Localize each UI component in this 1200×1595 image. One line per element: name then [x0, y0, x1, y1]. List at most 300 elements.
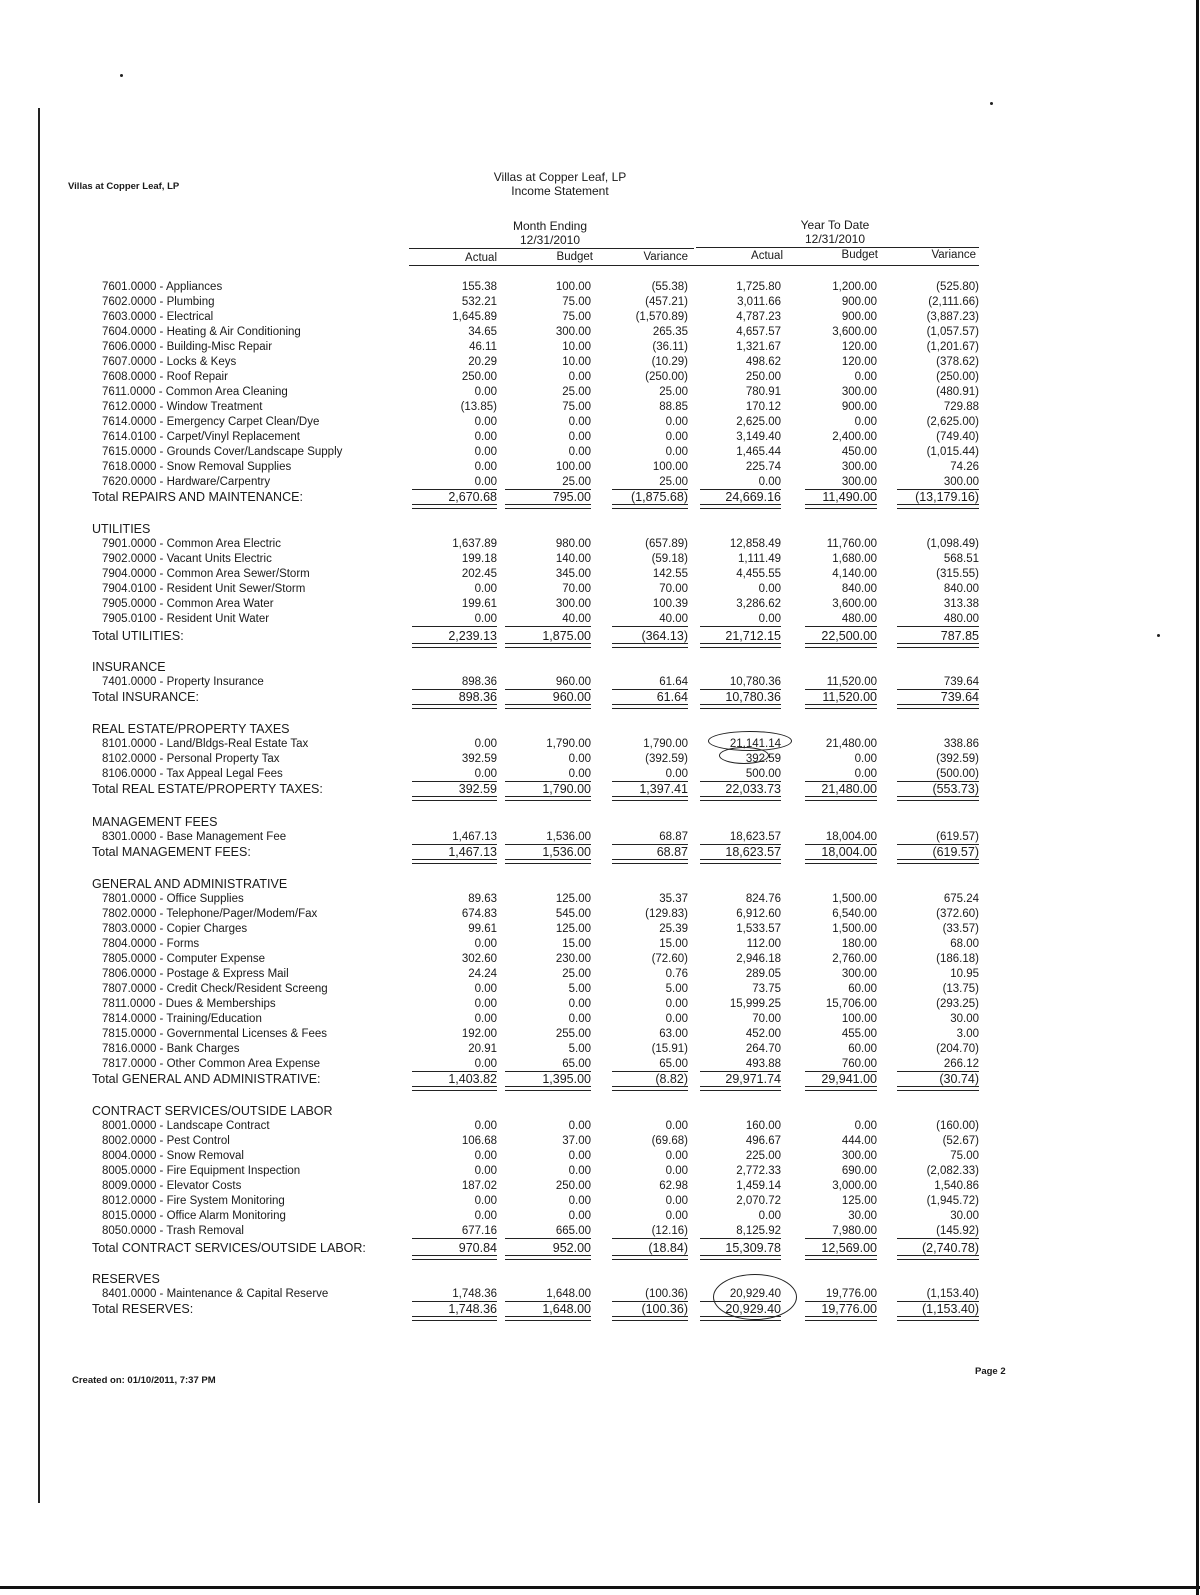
account-label: Total INSURANCE: — [92, 690, 199, 704]
table-row — [0, 1012, 1200, 1027]
table-row — [0, 295, 1200, 310]
amount-cell: 0.00 — [758, 1210, 781, 1222]
amount-cell: 729.88 — [943, 401, 979, 413]
amount-cell: 10.00 — [562, 341, 591, 353]
amount-cell: 0.00 — [568, 1165, 591, 1177]
total-double-rule — [897, 504, 979, 509]
amount-cell: 20,929.40 — [725, 1302, 781, 1316]
amount-cell: 0.00 — [568, 416, 591, 428]
total-double-rule — [805, 1086, 877, 1091]
amount-cell: 12,858.49 — [729, 538, 781, 550]
amount-cell: 75.00 — [950, 1150, 979, 1162]
amount-cell: (1,875.68) — [631, 490, 688, 504]
amount-cell: 1,680.00 — [832, 553, 877, 565]
amount-cell: 24,669.16 — [725, 490, 781, 504]
total-double-rule — [700, 504, 781, 509]
amount-cell: 112.00 — [746, 938, 781, 950]
amount-cell: 480.00 — [943, 613, 979, 625]
amount-cell: 1,111.49 — [737, 553, 781, 565]
table-row — [0, 597, 1200, 612]
account-label: 7904.0000 - Common Area Sewer/Storm — [102, 568, 310, 580]
amount-cell: 313.38 — [943, 598, 979, 610]
total-double-rule — [805, 1255, 877, 1260]
amount-cell: 20.91 — [468, 1043, 497, 1055]
amount-cell: 15,999.25 — [729, 998, 781, 1010]
amount-cell: 250.00 — [745, 371, 781, 383]
section-heading — [0, 522, 1200, 537]
amount-cell: 1,790.00 — [546, 738, 591, 750]
amount-cell: 970.84 — [458, 1241, 497, 1255]
amount-cell: 480.00 — [841, 613, 877, 625]
total-row — [0, 490, 1200, 505]
amount-cell: 202.45 — [461, 568, 497, 580]
col-month-actual: Actual — [465, 252, 497, 264]
amount-cell: 1,467.13 — [448, 845, 497, 859]
table-row — [0, 1149, 1200, 1164]
amount-cell: 3,011.66 — [737, 296, 781, 308]
amount-cell: 20.29 — [468, 356, 497, 368]
amount-cell: 0.00 — [568, 1150, 591, 1162]
amount-cell: 0.00 — [474, 431, 497, 443]
table-row — [0, 1057, 1200, 1072]
amount-cell: 225.00 — [745, 1150, 781, 1162]
total-double-rule — [700, 1086, 781, 1091]
amount-cell: 675.24 — [943, 893, 979, 905]
amount-cell: 0.00 — [474, 738, 497, 750]
account-label: 7902.0000 - Vacant Units Electric — [102, 553, 272, 565]
account-label: 8015.0000 - Office Alarm Monitoring — [102, 1210, 286, 1222]
amount-cell: 4,455.55 — [736, 568, 781, 580]
amount-cell: 7,980.00 — [832, 1225, 877, 1237]
total-double-rule — [897, 1255, 979, 1260]
table-row — [0, 1134, 1200, 1149]
total-double-rule — [412, 504, 497, 509]
amount-cell: 255.00 — [555, 1028, 591, 1040]
subtotal-rule — [805, 1238, 877, 1239]
year-to-date-header — [775, 218, 895, 246]
section-heading — [0, 1104, 1200, 1119]
account-label: 8004.0000 - Snow Removal — [102, 1150, 244, 1162]
table-row — [0, 537, 1200, 552]
account-label: 7815.0000 - Governmental Licenses & Fees — [102, 1028, 328, 1040]
amount-cell: 1,500.00 — [832, 893, 877, 905]
total-double-rule — [505, 643, 591, 648]
amount-cell: 1,536.00 — [542, 845, 591, 859]
amount-cell: 61.64 — [656, 690, 688, 704]
amount-cell: 0.00 — [854, 753, 877, 765]
amount-cell: 345.00 — [555, 568, 591, 580]
section-heading — [0, 722, 1200, 737]
table-row — [0, 385, 1200, 400]
amount-cell: (480.91) — [936, 386, 979, 398]
account-label: 7618.0000 - Snow Removal Supplies — [102, 461, 292, 473]
account-label: 8050.0000 - Trash Removal — [102, 1225, 244, 1237]
amount-cell: 21,141.14 — [729, 738, 781, 750]
amount-cell: 392.59 — [458, 782, 497, 796]
amount-cell: 0.00 — [474, 1165, 497, 1177]
amount-cell: (13.75) — [942, 983, 979, 995]
total-double-rule — [897, 704, 979, 709]
section-label: GENERAL AND ADMINISTRATIVE — [92, 877, 288, 891]
amount-cell: 21,480.00 — [825, 738, 877, 750]
account-label: 7620.0000 - Hardware/Carpentry — [102, 476, 271, 488]
account-label: 8001.0000 - Landscape Contract — [102, 1120, 270, 1132]
amount-cell: 1,637.89 — [452, 538, 497, 550]
scan-speck — [990, 102, 993, 105]
amount-cell: 18,623.57 — [725, 845, 781, 859]
amount-cell: 300.00 — [841, 461, 877, 473]
amount-cell: (372.60) — [936, 908, 979, 920]
table-row — [0, 907, 1200, 922]
amount-cell: 0.00 — [474, 1150, 497, 1162]
amount-cell: 264.70 — [745, 1043, 781, 1055]
amount-cell: 99.61 — [468, 923, 497, 935]
page-number: Page 2 — [975, 1366, 1006, 1377]
total-double-rule — [505, 704, 591, 709]
subtotal-rule — [897, 626, 979, 627]
amount-cell: 739.64 — [943, 676, 979, 688]
amount-cell: 338.86 — [943, 738, 979, 750]
amount-cell: 960.00 — [555, 676, 591, 688]
total-double-rule — [612, 1316, 688, 1321]
amount-cell: 0.00 — [474, 461, 497, 473]
amount-cell: (13.85) — [460, 401, 497, 413]
amount-cell: 450.00 — [841, 446, 877, 458]
amount-cell: 29,941.00 — [821, 1072, 877, 1086]
total-double-rule — [505, 1086, 591, 1091]
amount-cell: 265.35 — [652, 326, 688, 338]
total-double-rule — [612, 643, 688, 648]
amount-cell: 1,648.00 — [542, 1302, 591, 1316]
amount-cell: (392.59) — [936, 753, 979, 765]
amount-cell: 0.00 — [665, 1195, 688, 1207]
account-label: 7607.0000 - Locks & Keys — [102, 356, 237, 368]
amount-cell: (1,153.40) — [926, 1288, 979, 1300]
amount-cell: (12.16) — [651, 1225, 688, 1237]
account-label: 7901.0000 - Common Area Electric — [102, 538, 281, 550]
subtotal-rule — [412, 1238, 497, 1239]
amount-cell: 155.38 — [461, 281, 497, 293]
amount-cell: 11,760.00 — [826, 538, 877, 550]
amount-cell: (69.68) — [651, 1135, 688, 1147]
amount-cell: 455.00 — [841, 1028, 877, 1040]
amount-cell: 100.39 — [652, 598, 688, 610]
amount-cell: 18,004.00 — [821, 845, 877, 859]
amount-cell: (378.62) — [936, 356, 979, 368]
account-label: 7603.0000 - Electrical — [102, 311, 214, 323]
amount-cell: 300.00 — [841, 968, 877, 980]
amount-cell: 170.12 — [745, 401, 781, 413]
amount-cell: 0.00 — [474, 998, 497, 1010]
title-company: Villas at Copper Leaf, LP — [493, 170, 627, 184]
amount-cell: 0.00 — [474, 416, 497, 428]
amount-cell: 100.00 — [555, 461, 591, 473]
account-label: Total UTILITIES: — [92, 629, 184, 643]
amount-cell: 62.98 — [659, 1180, 688, 1192]
total-double-rule — [612, 704, 688, 709]
account-label: 7606.0000 - Building-Misc Repair — [102, 341, 273, 353]
amount-cell: 300.00 — [555, 326, 591, 338]
amount-cell: (2,082.33) — [926, 1165, 979, 1177]
table-row — [0, 1287, 1200, 1302]
total-double-rule — [700, 796, 781, 801]
amount-cell: 225.74 — [745, 461, 781, 473]
amount-cell: 1,790.00 — [643, 738, 688, 750]
month-header-rule — [409, 248, 694, 249]
total-double-rule — [700, 704, 781, 709]
total-row — [0, 690, 1200, 705]
amount-cell: 0.00 — [474, 1058, 497, 1070]
year-to-date-date: 12/31/2010 — [804, 232, 866, 246]
amount-cell: 5.00 — [665, 983, 688, 995]
amount-cell: (525.80) — [936, 281, 979, 293]
amount-cell: 0.00 — [474, 583, 497, 595]
amount-cell: 2,625.00 — [736, 416, 781, 428]
amount-cell: 250.00 — [461, 371, 497, 383]
amount-cell: 0.00 — [854, 1120, 877, 1132]
col-ytd-actual: Actual — [751, 250, 783, 262]
amount-cell: 0.00 — [854, 371, 877, 383]
amount-cell: 30.00 — [950, 1013, 979, 1025]
amount-cell: 75.00 — [562, 311, 591, 323]
account-label: 7614.0100 - Carpet/Vinyl Replacement — [102, 431, 300, 443]
amount-cell: 739.64 — [940, 690, 979, 704]
total-double-rule — [412, 1316, 497, 1321]
amount-cell: (52.67) — [942, 1135, 979, 1147]
total-double-rule — [612, 504, 688, 509]
amount-cell: 1,725.80 — [736, 281, 781, 293]
total-double-rule — [805, 796, 877, 801]
created-on-stamp: Created on: 01/10/2011, 7:37 PM — [72, 1375, 216, 1386]
table-row — [0, 280, 1200, 295]
subtotal-rule — [805, 626, 877, 627]
account-label: Total CONTRACT SERVICES/OUTSIDE LABOR: — [92, 1241, 366, 1255]
account-label: 7807.0000 - Credit Check/Resident Screeng — [102, 983, 328, 995]
amount-cell: 60.00 — [848, 1043, 877, 1055]
amount-cell: 160.00 — [745, 1120, 781, 1132]
amount-cell: 68.87 — [659, 831, 688, 843]
amount-cell: 0.00 — [758, 583, 781, 595]
total-double-rule — [412, 704, 497, 709]
table-row — [0, 892, 1200, 907]
amount-cell: 5.00 — [568, 983, 591, 995]
amount-cell: (619.57) — [932, 845, 979, 859]
table-row — [0, 475, 1200, 490]
account-label: Total GENERAL AND ADMINISTRATIVE: — [92, 1072, 321, 1086]
amount-cell: 125.00 — [555, 893, 591, 905]
amount-cell: 665.00 — [555, 1225, 591, 1237]
amount-cell: 840.00 — [943, 583, 979, 595]
amount-cell: 0.00 — [474, 613, 497, 625]
amount-cell: 120.00 — [841, 356, 877, 368]
amount-cell: (392.59) — [645, 753, 688, 765]
amount-cell: 0.00 — [758, 613, 781, 625]
amount-cell: 40.00 — [562, 613, 591, 625]
amount-cell: (2,740.78) — [922, 1241, 979, 1255]
amount-cell: 10.95 — [950, 968, 979, 980]
scan-speck — [120, 74, 123, 77]
account-label: 8401.0000 - Maintenance & Capital Reserve — [102, 1288, 329, 1300]
account-label: 7804.0000 - Forms — [102, 938, 200, 950]
amount-cell: 824.76 — [745, 893, 781, 905]
amount-cell: 22,500.00 — [821, 629, 877, 643]
table-row — [0, 460, 1200, 475]
amount-cell: 2,400.00 — [832, 431, 877, 443]
total-double-rule — [505, 796, 591, 801]
account-label: 7803.0000 - Copier Charges — [102, 923, 248, 935]
total-double-rule — [897, 1316, 979, 1321]
amount-cell: (293.25) — [936, 998, 979, 1010]
table-row — [0, 340, 1200, 355]
amount-cell: 11,520.00 — [826, 676, 877, 688]
table-row — [0, 830, 1200, 845]
amount-cell: 60.00 — [848, 983, 877, 995]
amount-cell: 1,648.00 — [546, 1288, 591, 1300]
amount-cell: 15.00 — [562, 938, 591, 950]
table-row — [0, 445, 1200, 460]
amount-cell: 0.00 — [665, 1150, 688, 1162]
amount-cell: 0.00 — [474, 386, 497, 398]
amount-cell: 70.00 — [562, 583, 591, 595]
amount-cell: (1,098.49) — [926, 538, 979, 550]
table-row — [0, 675, 1200, 690]
amount-cell: 21,712.15 — [725, 629, 781, 643]
amount-cell: 187.02 — [461, 1180, 497, 1192]
ytd-header-rule — [696, 247, 979, 248]
amount-cell: 2,070.72 — [736, 1195, 781, 1207]
amount-cell: 11,490.00 — [822, 490, 877, 504]
account-label: 7905.0000 - Common Area Water — [102, 598, 274, 610]
amount-cell: 25.00 — [659, 476, 688, 488]
total-double-rule — [805, 504, 877, 509]
table-row — [0, 1164, 1200, 1179]
table-row — [0, 737, 1200, 752]
month-ending-date: 12/31/2010 — [519, 233, 581, 247]
amount-cell: 15,309.78 — [725, 1241, 781, 1255]
amount-cell: 37.00 — [562, 1135, 591, 1147]
amount-cell: 500.00 — [745, 768, 781, 780]
amount-cell: 2,760.00 — [832, 953, 877, 965]
amount-cell: 1,748.36 — [452, 1288, 497, 1300]
amount-cell: 10,780.36 — [725, 690, 781, 704]
amount-cell: (364.13) — [641, 629, 688, 643]
account-label: 8106.0000 - Tax Appeal Legal Fees — [102, 768, 283, 780]
amount-cell: 142.55 — [652, 568, 688, 580]
section-heading — [0, 660, 1200, 675]
amount-cell: 4,657.57 — [736, 326, 781, 338]
account-label: 7806.0000 - Postage & Express Mail — [102, 968, 289, 980]
amount-cell: 25.39 — [659, 923, 688, 935]
account-label: 7814.0000 - Training/Education — [102, 1013, 262, 1025]
amount-cell: 289.05 — [745, 968, 781, 980]
total-double-rule — [700, 643, 781, 648]
total-double-rule — [805, 1316, 877, 1321]
amount-cell: 63.00 — [659, 1028, 688, 1040]
amount-cell: (315.55) — [936, 568, 979, 580]
account-label: 7817.0000 - Other Common Area Expense — [102, 1058, 320, 1070]
amount-cell: 1,645.89 — [452, 311, 497, 323]
amount-cell: (100.36) — [641, 1302, 688, 1316]
amount-cell: 21,480.00 — [821, 782, 877, 796]
amount-cell: 68.87 — [656, 845, 688, 859]
amount-cell: 3,149.40 — [736, 431, 781, 443]
amount-cell: 0.00 — [854, 768, 877, 780]
amount-cell: 6,912.60 — [736, 908, 781, 920]
amount-cell: 392.59 — [461, 753, 497, 765]
amount-cell: 0.00 — [665, 1120, 688, 1132]
table-row — [0, 567, 1200, 582]
amount-cell: 1,748.36 — [448, 1302, 497, 1316]
amount-cell: 20,929.40 — [729, 1288, 781, 1300]
table-row — [0, 1119, 1200, 1134]
total-double-rule — [612, 796, 688, 801]
col-ytd-budget: Budget — [841, 249, 878, 261]
amount-cell: 1,533.57 — [736, 923, 781, 935]
amount-cell: 230.00 — [555, 953, 591, 965]
table-row — [0, 1194, 1200, 1209]
table-row — [0, 1027, 1200, 1042]
total-double-rule — [805, 704, 877, 709]
amount-cell: (619.57) — [936, 831, 979, 843]
account-label: 7811.0000 - Dues & Memberships — [102, 998, 276, 1010]
account-label: Total REPAIRS AND MAINTENANCE: — [92, 490, 303, 504]
amount-cell: 106.68 — [461, 1135, 497, 1147]
account-label: 7612.0000 - Window Treatment — [102, 401, 263, 413]
amount-cell: 1,321.67 — [736, 341, 781, 353]
amount-cell: 18,623.57 — [729, 831, 781, 843]
amount-cell: 545.00 — [555, 908, 591, 920]
total-double-rule — [700, 1255, 781, 1260]
amount-cell: 100.00 — [652, 461, 688, 473]
amount-cell: (2,111.66) — [928, 296, 979, 308]
amount-cell: 25.00 — [562, 968, 591, 980]
total-double-rule — [412, 1255, 497, 1260]
amount-cell: 0.00 — [758, 476, 781, 488]
column-header-underline — [409, 265, 979, 266]
amount-cell: 840.00 — [841, 583, 877, 595]
section-heading — [0, 815, 1200, 830]
subtotal-rule — [505, 626, 591, 627]
account-label: 8005.0000 - Fire Equipment Inspection — [102, 1165, 301, 1177]
account-label: Total REAL ESTATE/PROPERTY TAXES: — [92, 782, 323, 796]
amount-cell: (1,153.40) — [922, 1302, 979, 1316]
year-to-date-label: Year To Date — [800, 218, 870, 232]
amount-cell: 8,125.92 — [736, 1225, 781, 1237]
total-row — [0, 629, 1200, 644]
account-label: 7805.0000 - Computer Expense — [102, 953, 266, 965]
amount-cell: 0.00 — [474, 983, 497, 995]
amount-cell: 787.85 — [940, 629, 979, 643]
amount-cell: 1,459.14 — [736, 1180, 781, 1192]
amount-cell: 11,520.00 — [822, 690, 877, 704]
amount-cell: 30.00 — [950, 1210, 979, 1222]
table-row — [0, 582, 1200, 597]
amount-cell: 3.00 — [956, 1028, 979, 1040]
amount-cell: 496.67 — [745, 1135, 781, 1147]
amount-cell: 452.00 — [745, 1028, 781, 1040]
amount-cell: 0.00 — [665, 998, 688, 1010]
amount-cell: (13,179.16) — [915, 490, 979, 504]
amount-cell: 75.00 — [562, 296, 591, 308]
amount-cell: 68.00 — [950, 938, 979, 950]
amount-cell: 760.00 — [841, 1058, 877, 1070]
amount-cell: 19,776.00 — [821, 1302, 877, 1316]
amount-cell: 0.00 — [568, 1013, 591, 1025]
table-row — [0, 612, 1200, 627]
account-label: 7602.0000 - Plumbing — [102, 296, 215, 308]
amount-cell: 19,776.00 — [825, 1288, 877, 1300]
account-label: Total MANAGEMENT FEES: — [92, 845, 251, 859]
